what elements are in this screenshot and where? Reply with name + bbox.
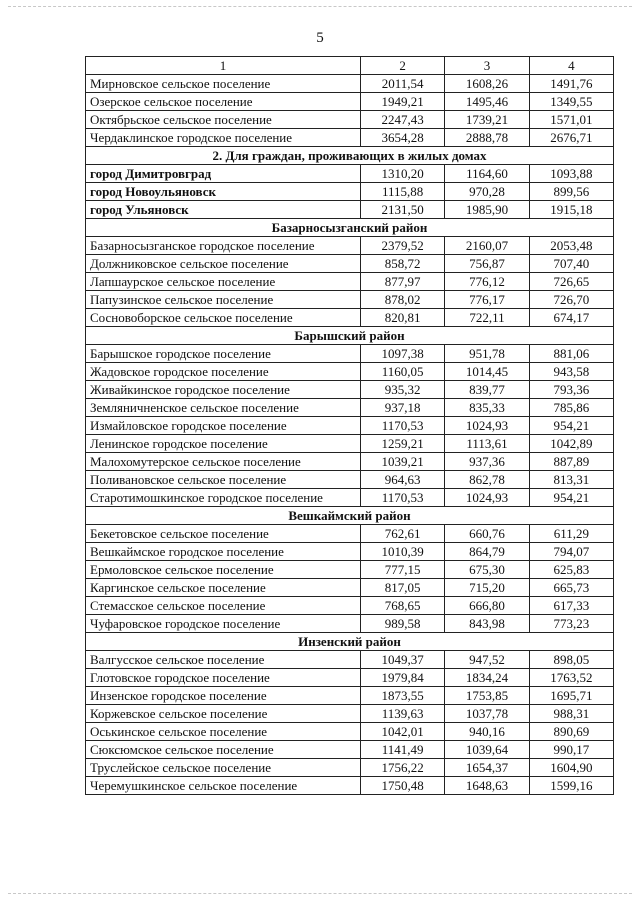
table-row (86, 381, 614, 399)
value-col-3: 1024,93 (445, 489, 529, 507)
value-col-2: 964,63 (361, 471, 445, 489)
value-col-2: 989,58 (361, 615, 445, 633)
value-col-2: 820,81 (361, 309, 445, 327)
table-row (86, 435, 614, 453)
table-row (86, 399, 614, 417)
value-col-2: 817,05 (361, 579, 445, 597)
value-col-4: 1599,16 (529, 777, 613, 795)
value-col-2: 1042,01 (361, 723, 445, 741)
settlement-name: Глотовское городское поселение (86, 669, 361, 687)
settlement-name: Старотимошкинское городское поселение (86, 489, 361, 507)
value-col-4: 1571,01 (529, 111, 613, 129)
table-row (86, 93, 614, 111)
value-col-3: 835,33 (445, 399, 529, 417)
value-col-4: 707,40 (529, 255, 613, 273)
value-col-2: 1979,84 (361, 669, 445, 687)
value-col-4: 2053,48 (529, 237, 613, 255)
settlement-name: Валгусское сельское поселение (86, 651, 361, 669)
table-row (86, 669, 614, 687)
settlement-name: Вешкаймское городское поселение (86, 543, 361, 561)
value-col-4: 988,31 (529, 705, 613, 723)
table-row (86, 723, 614, 741)
value-col-3: 722,11 (445, 309, 529, 327)
table-row (86, 363, 614, 381)
value-col-2: 1039,21 (361, 453, 445, 471)
table-row (86, 309, 614, 327)
settlement-name: Мирновское сельское поселение (86, 75, 361, 93)
settlement-name: Поливановское сельское поселение (86, 471, 361, 489)
table-row (86, 129, 614, 147)
value-col-4: 773,23 (529, 615, 613, 633)
value-col-3: 937,36 (445, 453, 529, 471)
table-row (86, 255, 614, 273)
value-col-3: 1753,85 (445, 687, 529, 705)
settlement-name: Каргинское сельское поселение (86, 579, 361, 597)
value-col-3: 839,77 (445, 381, 529, 399)
value-col-2: 1115,88 (361, 183, 445, 201)
value-col-2: 1873,55 (361, 687, 445, 705)
value-col-3: 715,20 (445, 579, 529, 597)
value-col-2: 1756,22 (361, 759, 445, 777)
value-col-4: 625,83 (529, 561, 613, 579)
settlement-name: Должниковское сельское поселение (86, 255, 361, 273)
table-row (86, 291, 614, 309)
value-col-4: 611,29 (529, 525, 613, 543)
section-title: Вешкаймский район (86, 507, 614, 525)
table-row (86, 741, 614, 759)
value-col-4: 813,31 (529, 471, 613, 489)
settlement-name: Стемасское сельское поселение (86, 597, 361, 615)
table-row (86, 759, 614, 777)
settlement-name: Живайкинское городское поселение (86, 381, 361, 399)
table-row (86, 111, 614, 129)
value-col-4: 943,58 (529, 363, 613, 381)
table-row (86, 237, 614, 255)
value-col-3: 843,98 (445, 615, 529, 633)
section-title: Барышский район (86, 327, 614, 345)
table-row (86, 543, 614, 561)
value-col-3: 776,17 (445, 291, 529, 309)
value-col-2: 935,32 (361, 381, 445, 399)
value-col-4: 899,56 (529, 183, 613, 201)
value-col-4: 1604,90 (529, 759, 613, 777)
table-row (86, 561, 614, 579)
table-row (86, 705, 614, 723)
value-col-3: 1039,64 (445, 741, 529, 759)
value-col-4: 726,70 (529, 291, 613, 309)
value-col-4: 881,06 (529, 345, 613, 363)
value-col-4: 785,86 (529, 399, 613, 417)
settlement-name: Труслейское сельское поселение (86, 759, 361, 777)
section-title: 2. Для граждан, проживающих в жилых домах (86, 147, 614, 165)
value-col-2: 2247,43 (361, 111, 445, 129)
settlement-name: город Димитровград (86, 165, 361, 183)
value-col-3: 1495,46 (445, 93, 529, 111)
value-col-3: 1834,24 (445, 669, 529, 687)
value-col-4: 887,89 (529, 453, 613, 471)
table-row (86, 453, 614, 471)
settlement-name: Базарносызганское городское поселение (86, 237, 361, 255)
section-title: Базарносызганский район (86, 219, 614, 237)
table-row (86, 579, 614, 597)
value-col-3: 1037,78 (445, 705, 529, 723)
value-col-3: 2160,07 (445, 237, 529, 255)
settlement-name: Чуфаровское городское поселение (86, 615, 361, 633)
value-col-3: 940,16 (445, 723, 529, 741)
table-row (86, 201, 614, 219)
value-col-4: 726,65 (529, 273, 613, 291)
value-col-4: 1695,71 (529, 687, 613, 705)
value-col-4: 794,07 (529, 543, 613, 561)
value-col-3: 862,78 (445, 471, 529, 489)
table-row (86, 777, 614, 795)
table-row (86, 687, 614, 705)
value-col-2: 1010,39 (361, 543, 445, 561)
value-col-2: 877,97 (361, 273, 445, 291)
value-col-2: 1170,53 (361, 417, 445, 435)
value-col-2: 1139,63 (361, 705, 445, 723)
value-col-2: 777,15 (361, 561, 445, 579)
settlement-name: Земляничненское сельское поселение (86, 399, 361, 417)
table-row (86, 489, 614, 507)
header-col-1: 1 (86, 57, 361, 75)
settlement-name: Ермоловское сельское поселение (86, 561, 361, 579)
value-col-3: 660,76 (445, 525, 529, 543)
value-col-4: 1349,55 (529, 93, 613, 111)
section-header-row (86, 147, 614, 165)
table-row (86, 525, 614, 543)
value-col-2: 2131,50 (361, 201, 445, 219)
table-row (86, 651, 614, 669)
section-header-row (86, 327, 614, 345)
scan-border-bottom (8, 893, 632, 894)
value-col-2: 1170,53 (361, 489, 445, 507)
settlement-name: Малохомутерское сельское поселение (86, 453, 361, 471)
settlement-name: Измайловское городское поселение (86, 417, 361, 435)
value-col-3: 947,52 (445, 651, 529, 669)
value-col-4: 665,73 (529, 579, 613, 597)
value-col-3: 1985,90 (445, 201, 529, 219)
value-col-2: 2011,54 (361, 75, 445, 93)
value-col-4: 2676,71 (529, 129, 613, 147)
value-col-3: 864,79 (445, 543, 529, 561)
value-col-3: 1164,60 (445, 165, 529, 183)
value-col-4: 674,17 (529, 309, 613, 327)
value-col-4: 617,33 (529, 597, 613, 615)
table-row (86, 597, 614, 615)
value-col-3: 1024,93 (445, 417, 529, 435)
table-row (86, 183, 614, 201)
value-col-2: 762,61 (361, 525, 445, 543)
settlement-name: Сюксюмское сельское поселение (86, 741, 361, 759)
table-row (86, 417, 614, 435)
table-row (86, 345, 614, 363)
value-col-2: 1750,48 (361, 777, 445, 795)
value-col-2: 878,02 (361, 291, 445, 309)
value-col-3: 1014,45 (445, 363, 529, 381)
value-col-3: 2888,78 (445, 129, 529, 147)
settlement-name: Чердаклинское городское поселение (86, 129, 361, 147)
value-col-3: 1648,63 (445, 777, 529, 795)
value-col-2: 1949,21 (361, 93, 445, 111)
settlement-name: Оськинское сельское поселение (86, 723, 361, 741)
table-row (86, 165, 614, 183)
value-col-3: 1113,61 (445, 435, 529, 453)
value-col-3: 756,87 (445, 255, 529, 273)
value-col-2: 858,72 (361, 255, 445, 273)
value-col-3: 1608,26 (445, 75, 529, 93)
page-number: 5 (316, 30, 324, 46)
settlement-name: Бекетовское сельское поселение (86, 525, 361, 543)
value-col-2: 2379,52 (361, 237, 445, 255)
value-col-2: 1097,38 (361, 345, 445, 363)
tariff-table (85, 56, 614, 795)
value-col-4: 1763,52 (529, 669, 613, 687)
value-col-3: 776,12 (445, 273, 529, 291)
value-col-2: 1160,05 (361, 363, 445, 381)
section-header-row (86, 219, 614, 237)
settlement-name: Барышское городское поселение (86, 345, 361, 363)
value-col-2: 768,65 (361, 597, 445, 615)
settlement-name: Октябрьское сельское поселение (86, 111, 361, 129)
settlement-name: город Ульяновск (86, 201, 361, 219)
section-title: Инзенский район (86, 633, 614, 651)
settlement-name: Ленинское городское поселение (86, 435, 361, 453)
section-header-row (86, 633, 614, 651)
settlement-name: Жадовское городское поселение (86, 363, 361, 381)
value-col-3: 1739,21 (445, 111, 529, 129)
settlement-name: город Новоульяновск (86, 183, 361, 201)
settlement-name: Папузинское сельское поселение (86, 291, 361, 309)
table-row (86, 75, 614, 93)
value-col-2: 1049,37 (361, 651, 445, 669)
value-col-4: 898,05 (529, 651, 613, 669)
header-col-3: 3 (445, 57, 529, 75)
value-col-4: 1093,88 (529, 165, 613, 183)
table-row (86, 273, 614, 291)
table-header-row (86, 57, 614, 75)
scan-border-top (8, 6, 632, 7)
value-col-3: 666,80 (445, 597, 529, 615)
table-row (86, 615, 614, 633)
settlement-name: Инзенское городское поселение (86, 687, 361, 705)
value-col-4: 954,21 (529, 489, 613, 507)
value-col-3: 951,78 (445, 345, 529, 363)
settlement-name: Озерское сельское поселение (86, 93, 361, 111)
table-row (86, 471, 614, 489)
settlement-name: Лапшаурское сельское поселение (86, 273, 361, 291)
value-col-4: 954,21 (529, 417, 613, 435)
settlement-name: Черемушкинское сельское поселение (86, 777, 361, 795)
value-col-4: 793,36 (529, 381, 613, 399)
value-col-2: 1259,21 (361, 435, 445, 453)
settlement-name: Коржевское сельское поселение (86, 705, 361, 723)
value-col-4: 1915,18 (529, 201, 613, 219)
value-col-3: 675,30 (445, 561, 529, 579)
value-col-2: 937,18 (361, 399, 445, 417)
tariff-table-body (86, 57, 614, 795)
header-col-4: 4 (529, 57, 613, 75)
value-col-3: 1654,37 (445, 759, 529, 777)
value-col-3: 970,28 (445, 183, 529, 201)
value-col-4: 1042,89 (529, 435, 613, 453)
value-col-4: 890,69 (529, 723, 613, 741)
header-col-2: 2 (361, 57, 445, 75)
value-col-2: 3654,28 (361, 129, 445, 147)
value-col-2: 1141,49 (361, 741, 445, 759)
settlement-name: Сосновоборское сельское поселение (86, 309, 361, 327)
section-header-row (86, 507, 614, 525)
value-col-4: 1491,76 (529, 75, 613, 93)
value-col-2: 1310,20 (361, 165, 445, 183)
value-col-4: 990,17 (529, 741, 613, 759)
